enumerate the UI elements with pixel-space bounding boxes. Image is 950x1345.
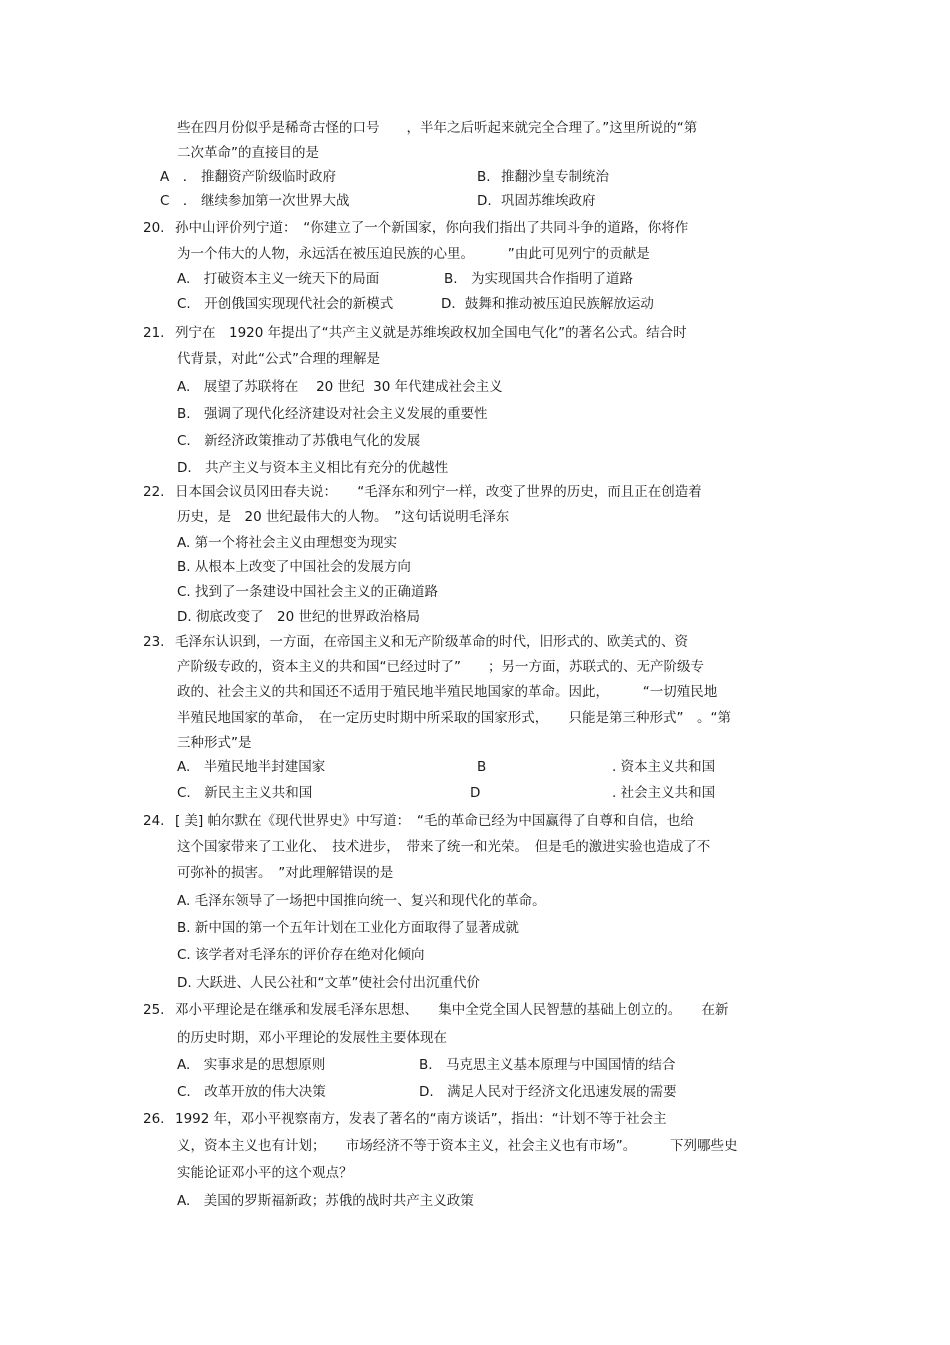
q21-stem-line-2: 代背景，对此“公式”合理的理解是 — [177, 351, 380, 367]
q22-option-c: C. 找到了一条建设中国社会主义的正确道路 — [177, 584, 439, 600]
q24-option-a: A. 毛泽东领导了一场把中国推向统一、复兴和现代化的革命。 — [177, 893, 546, 909]
q22-option-d: D. 彻底改变了 20 世纪的世界政治格局 — [177, 609, 420, 625]
q20-option-b: B. 为实现国共合作指明了道路 — [444, 271, 634, 287]
q19-option-c: 继续参加第一次世界大战 — [201, 193, 350, 209]
q20-option-c: C. 开创俄国实现现代社会的新模式 — [177, 296, 394, 312]
q26-stem-line-3: 实能论证邓小平的这个观点？ — [177, 1165, 353, 1181]
q19-option-b-label: B. — [477, 169, 491, 185]
q21-option-c: C. 新经济政策推动了苏俄电气化的发展 — [177, 433, 421, 449]
q21-option-b: B. 强调了现代化经济建设对社会主义发展的重要性 — [177, 406, 488, 422]
q20-stem-line-2: 为一个伟大的人物，永远活在被压迫民族的心里。 ”由此可见列宁的贡献是 — [177, 246, 650, 262]
q21-option-a: A. 展望了苏联将在 20 世纪 30 年代建成社会主义 — [177, 379, 503, 395]
q22-option-a: A. 第一个将社会主义由理想变为现实 — [177, 535, 398, 551]
q25-option-a: A. 实事求是的思想原则 — [177, 1057, 326, 1073]
q25-stem-line-2: 的历史时期，邓小平理论的发展性主要体现在 — [177, 1030, 447, 1046]
q23-option-d-label: D — [470, 785, 481, 801]
q22-stem-line-2: 历史，是 20 世纪最伟大的人物。 ”这句话说明毛泽东 — [177, 509, 510, 525]
q24-stem-line-3: 可弥补的损害。 ”对此理解错误的是 — [177, 865, 394, 881]
q19-stem-line-2: 二次革命”的直接目的是 — [177, 145, 319, 161]
q24-option-c: C. 该学者对毛泽东的评价存在绝对化倾向 — [177, 947, 425, 963]
q19-option-b: 推翻沙皇专制统治 — [501, 169, 609, 185]
q22-stem-line-1: 日本国会议员冈田春夫说： “毛泽东和列宁一样，改变了世界的历史，而且正在创造着 — [175, 484, 702, 500]
q19-option-a-label: A ． — [160, 169, 197, 185]
q19-option-a: 推翻资产阶级临时政府 — [201, 169, 336, 185]
q23-option-b: . 资本主义共和国 — [612, 759, 716, 775]
q19-stem-line-1: 些在四月份似乎是稀奇古怪的口号 ，半年之后听起来就完全合理了。”这里所说的“第 — [177, 120, 698, 136]
q20-option-a: A. 打破资本主义一统天下的局面 — [177, 271, 380, 287]
q25-option-c: C. 改革开放的伟大决策 — [177, 1084, 326, 1100]
q19-option-c-label: C ． — [160, 193, 197, 209]
q24-stem-line-1: [ 美] 帕尔默在《现代世界史》中写道： “毛的革命已经为中国赢得了自尊和自信，也给 — [175, 813, 694, 829]
q23-stem-line-2: 产阶级专政的，资本主义的共和国“已经过时了” ；另一方面，苏联式的、无产阶级专 — [177, 659, 704, 675]
q20-option-d: D．鼓舞和推动被压迫民族解放运动 — [441, 296, 654, 312]
q26-number: 26. — [143, 1111, 165, 1127]
q25-stem-line-1: 邓小平理论是在继承和发展毛泽东思想、 集中全党全国人民智慧的基础上创立的。 在新 — [175, 1002, 729, 1018]
q20-number: 20. — [143, 220, 165, 236]
q19-option-d-label: D. — [477, 193, 492, 209]
q24-number: 24. — [143, 813, 165, 829]
q23-stem-line-1: 毛泽东认识到，一方面，在帝国主义和无产阶级革命的时代，旧形式的、欧美式的、资 — [175, 634, 688, 650]
q21-number: 21. — [143, 325, 165, 341]
q23-option-c: C. 新民主主义共和国 — [177, 785, 313, 801]
q23-number: 23. — [143, 634, 165, 650]
q25-option-d: D. 满足人民对于经济文化迅速发展的需要 — [419, 1084, 677, 1100]
q21-stem-line-1: 列宁在 1920 年提出了“共产主义就是苏维埃政权加全国电气化”的著名公式。结合时 — [175, 325, 687, 341]
q25-option-b: B. 马克思主义基本原理与中国国情的结合 — [419, 1057, 676, 1073]
q19-option-d: 巩固苏维埃政府 — [501, 193, 596, 209]
q26-stem-line-1: 1992 年，邓小平视察南方，发表了著名的“南方谈话”，指出：“计划不等于社会主 — [175, 1111, 667, 1127]
q22-option-b: B. 从根本上改变了中国社会的发展方向 — [177, 559, 411, 575]
q25-number: 25. — [143, 1002, 165, 1018]
q24-option-d: D. 大跃进、人民公社和“文革”使社会付出沉重代价 — [177, 975, 480, 991]
q23-stem-line-3: 政的、社会主义的共和国还不适用于殖民地半殖民地国家的革命。因此， “一切殖民地 — [177, 684, 718, 700]
q23-stem-line-5: 三种形式”是 — [177, 735, 252, 751]
q20-stem-line-1: 孙中山评价列宁道： “你建立了一个新国家，你向我们指出了共同斗争的道路，你将作 — [175, 220, 689, 236]
q23-option-d: . 社会主义共和国 — [612, 785, 716, 801]
q24-stem-line-2: 这个国家带来了工业化、 技术进步， 带来了统一和光荣。 但是毛的激进实验也造成了不 — [177, 839, 711, 855]
q21-option-d: D. 共产主义与资本主义相比有充分的优越性 — [177, 460, 449, 476]
q26-stem-line-2: 义，资本主义也有计划； 市场经济不等于资本主义，社会主义也有市场”。 下列哪些史 — [177, 1138, 738, 1154]
q22-number: 22. — [143, 484, 165, 500]
q26-option-a: A. 美国的罗斯福新政；苏俄的战时共产主义政策 — [177, 1193, 474, 1209]
q23-option-a: A. 半殖民地半封建国家 — [177, 759, 326, 775]
q24-option-b: B. 新中国的第一个五年计划在工业化方面取得了显著成就 — [177, 920, 519, 936]
q23-stem-line-4: 半殖民地国家的革命， 在一定历史时期中所采取的国家形式， 只能是第三种形式” 。“第 — [177, 710, 731, 726]
q23-option-b-label: B — [477, 759, 487, 775]
